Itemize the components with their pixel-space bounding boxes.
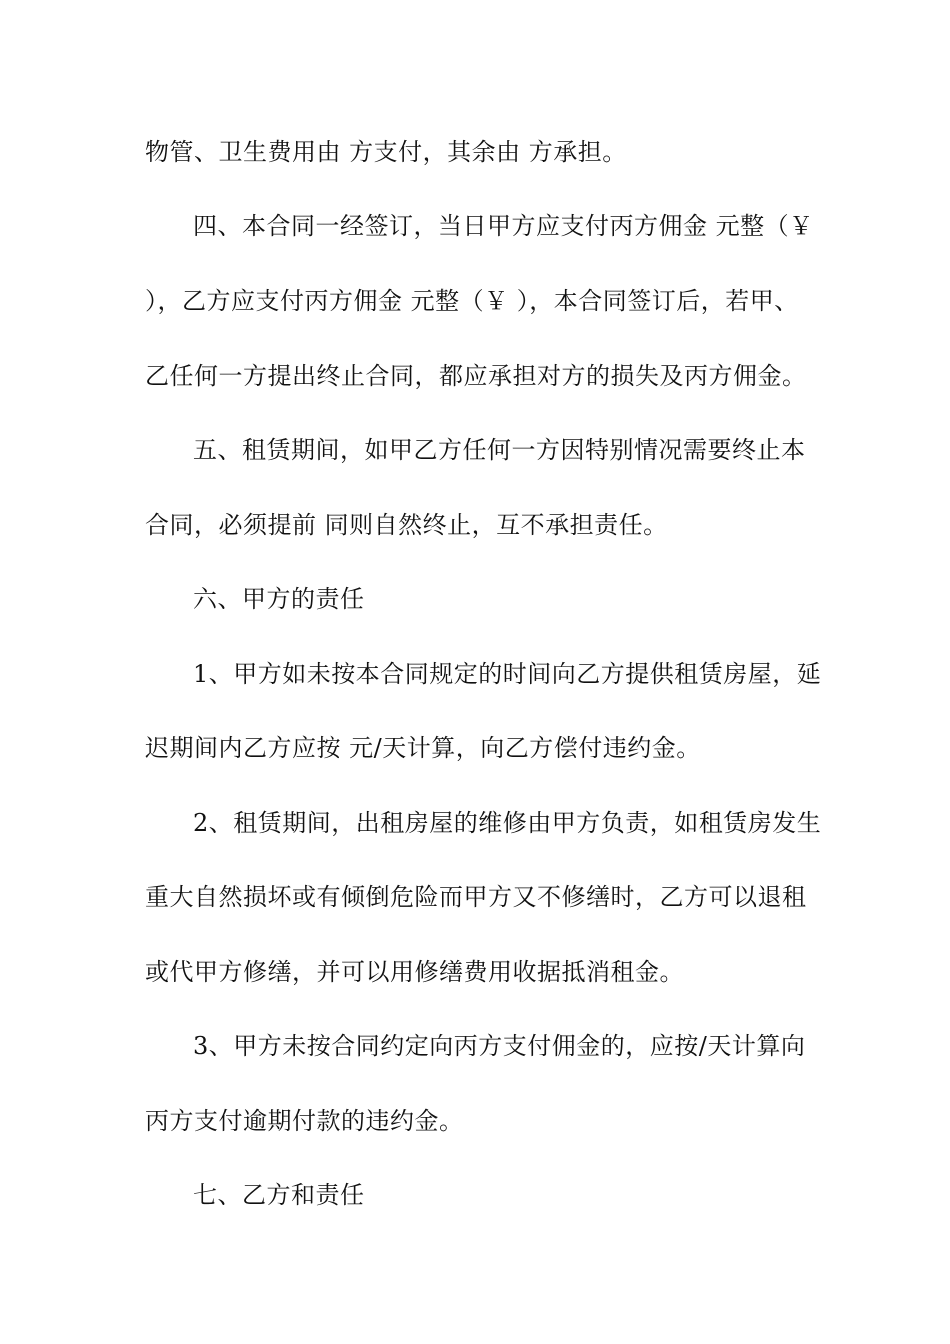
text-line: 重大自然损坏或有倾倒危险而甲方又不修缮时，乙方可以退租 — [145, 883, 807, 911]
text-line: ），乙方应支付丙方佣金 元整（￥ ），本合同签订后，若甲、 — [145, 287, 799, 315]
text-line: 四、本合同一经签订，当日甲方应支付丙方佣金 元整（￥ — [193, 212, 814, 240]
text-line: 物管、卫生费用由 方支付，其余由 方承担。 — [145, 138, 627, 166]
text-line: 或代甲方修缮，并可以用修缮费用收据抵消租金。 — [145, 958, 684, 986]
section-heading: 七、乙方和责任 — [193, 1181, 365, 1209]
text-line: 乙任何一方提出终止合同，都应承担对方的损失及丙方佣金。 — [145, 362, 807, 390]
text-line: 合同，必须提前 同则自然终止，互不承担责任。 — [145, 511, 668, 539]
text-line: 迟期间内乙方应按 元/天计算，向乙方偿付违约金。 — [145, 734, 701, 762]
text-line: 丙方支付逾期付款的违约金。 — [145, 1107, 464, 1135]
text-line: 2、租赁期间，出租房屋的维修由甲方负责，如租赁房发生 — [193, 809, 822, 837]
section-heading: 六、甲方的责任 — [193, 585, 365, 613]
text-line: 五、租赁期间，如甲乙方任何一方因特别情况需要终止本 — [193, 436, 806, 464]
text-line: 1、甲方如未按本合同规定的时间向乙方提供租赁房屋，延 — [193, 660, 822, 688]
text-line: 3、甲方未按合同约定向丙方支付佣金的，应按/天计算向 — [193, 1032, 806, 1060]
